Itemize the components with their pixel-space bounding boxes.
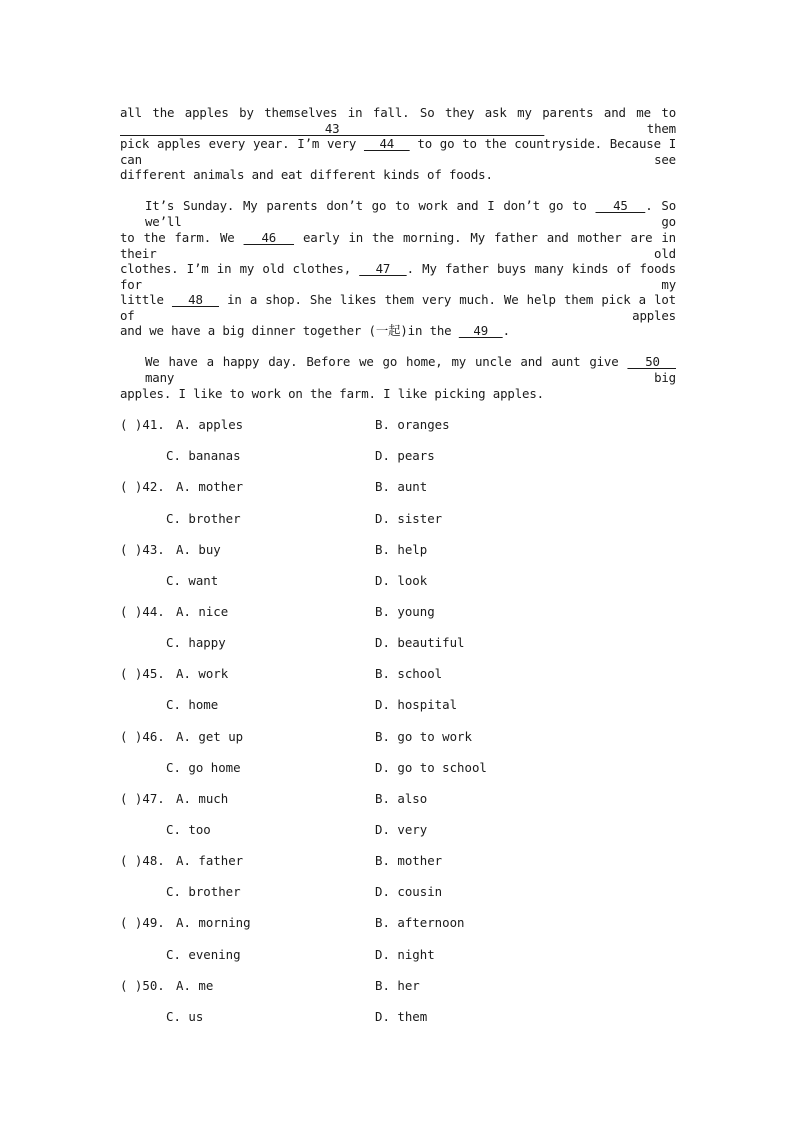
passage-text: all the apples by themselves in fall. So they ask my parents and me to [120,105,676,120]
passage-text: many big [145,370,676,385]
question-number [120,729,165,745]
passage-line [145,354,676,386]
question-number [120,604,165,620]
passage-text: pick apples every year. I’m very [120,136,364,151]
option-a: A. buy [176,542,221,557]
option-d: D. hospital [375,697,458,712]
answer-parenthesis[interactable]: ( ) [120,604,143,619]
passage-text: We have a happy day. Before we go home, my uncle and aunt give [145,354,628,369]
option-d: D. beautiful [375,635,465,650]
passage-text: . So we’ll go [145,198,676,229]
question-num-label: 43. [142,542,165,557]
passage-line [120,230,676,262]
option-d: D. very [375,822,428,837]
option-c: C. brother [166,511,241,526]
answer-parenthesis[interactable]: ( ) [120,791,143,806]
answer-parenthesis[interactable]: ( ) [120,853,143,868]
passage-line [145,198,676,230]
question-number [120,915,165,931]
passage-text: in a shop. She likes them very much. We help them pick a lot of apples [120,292,676,323]
option-d: D. them [375,1009,428,1024]
question-num-label: 46. [142,729,165,744]
question-number [120,853,165,869]
passage-line [120,136,676,168]
option-a: A. morning [176,915,251,930]
passage-text: early in the morning. My father and mother are in their old [120,230,676,261]
answer-blank: 45 [595,198,646,213]
option-a: A. much [176,791,229,806]
option-b: B. afternoon [375,915,465,930]
passage-text: them [544,121,676,136]
option-b: B. her [375,978,420,993]
answer-blank: 44 [363,136,410,151]
passage-line [120,323,676,339]
answer-parenthesis[interactable]: ( ) [120,978,143,993]
option-a: A. get up [176,729,244,744]
answer-blank: 47 [359,261,407,276]
passage-line [120,167,676,183]
option-b: B. oranges [375,417,450,432]
passage-text: . My father buys many kinds of foods for my [120,261,676,292]
option-c: C. too [166,822,211,837]
answer-blank: 48 [171,292,219,307]
option-b: B. go to work [375,729,472,744]
answer-blank: 46 [243,230,295,245]
question-num-label: 42. [142,479,165,494]
option-d: D. look [375,573,428,588]
option-a: A. father [176,853,244,868]
question-num-label: 44. [142,604,165,619]
answer-blank: 43 [120,121,545,136]
option-d: D. go to school [375,760,487,775]
passage-line [120,292,676,324]
answer-parenthesis[interactable]: ( ) [120,417,143,432]
option-b: B. help [375,542,428,557]
passage-line [120,261,676,293]
option-c: C. go home [166,760,241,775]
answer-parenthesis[interactable]: ( ) [120,542,143,557]
answer-parenthesis[interactable]: ( ) [120,479,143,494]
option-b: B. also [375,791,428,806]
option-a: A. me [176,978,214,993]
option-c: C. want [166,573,219,588]
passage-text: to go to the countryside. Because I can see [120,136,677,167]
answer-parenthesis[interactable]: ( ) [120,729,143,744]
option-d: D. sister [375,511,443,526]
question-num-label: 49. [142,915,165,930]
option-a: A. mother [176,479,244,494]
answer-parenthesis[interactable]: ( ) [120,666,143,681]
question-number [120,978,165,994]
question-num-label: 50. [142,978,165,993]
passage-text: different animals and eat different kinds of foods. [120,167,493,182]
option-c: C. brother [166,884,241,899]
answer-blank: 50 [627,354,676,369]
question-number [120,542,165,558]
passage-text: and we have a big dinner together (一起)in the [120,323,459,338]
question-num-label: 47. [142,791,165,806]
question-number [120,417,165,433]
option-d: D. pears [375,448,435,463]
option-a: A. work [176,666,229,681]
option-c: C. us [166,1009,204,1024]
option-b: B. mother [375,853,443,868]
question-number [120,791,165,807]
question-number [120,479,165,495]
passage-line [120,386,676,402]
question-num-label: 48. [142,853,165,868]
option-c: C. home [166,697,219,712]
passage-text: little [120,292,172,307]
option-a: A. apples [176,417,244,432]
option-c: C. happy [166,635,226,650]
passage-text: to the farm. We [120,230,244,245]
option-c: C. bananas [166,448,241,463]
option-c: C. evening [166,947,241,962]
question-num-label: 45. [142,666,165,681]
answer-blank: 49 [458,323,503,338]
passage-text: It’s Sunday. My parents don’t go to work and I don’t go to [145,198,596,213]
passage-text: . [502,323,510,338]
option-b: B. young [375,604,435,619]
option-d: D. cousin [375,884,443,899]
option-b: B. school [375,666,443,681]
question-num-label: 41. [142,417,165,432]
passage-text: clothes. I’m in my old clothes, [120,261,360,276]
question-number [120,666,165,682]
passage-text: apples. I like to work on the farm. I like picking apples. [120,386,544,401]
answer-parenthesis[interactable]: ( ) [120,915,143,930]
option-b: B. aunt [375,479,428,494]
option-d: D. night [375,947,435,962]
passage-line [120,105,676,137]
option-a: A. nice [176,604,229,619]
